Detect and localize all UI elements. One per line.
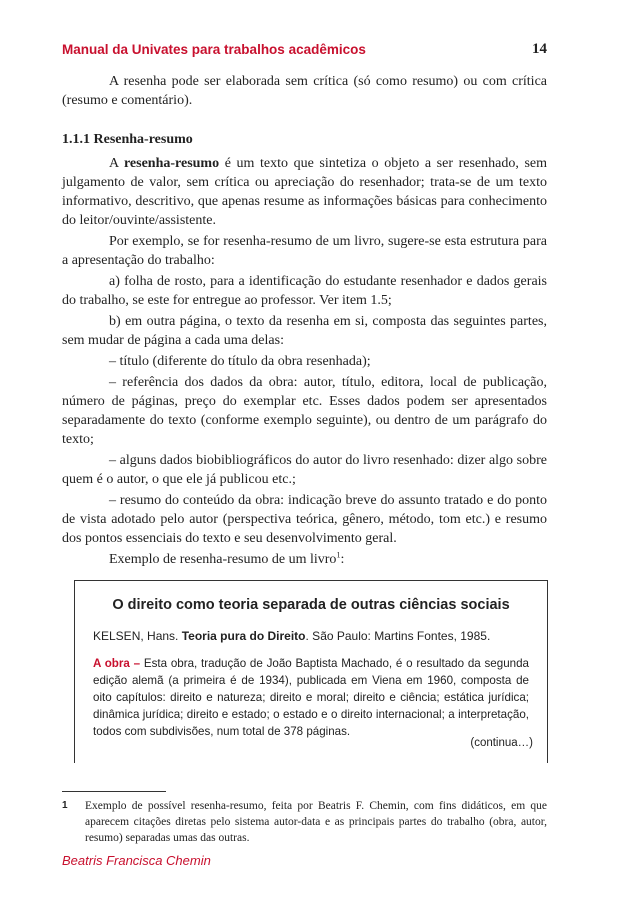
footnote-mark: 1 [62,800,68,811]
main-content [62,72,547,569]
example-box [74,580,548,763]
obra-text: Esta obra, tradução de João Baptista Machado, é o resultado da segunda edição alemã (a primeira é de 1934), publicada em Viena em 1960, composta de oito capítulos: direito e natureza; direito e moral; direito e ciência; estática jurídica; dinâmica jurídica; direito e estado; o estado e o direito internacional; a interpretação, todos com subdivisões, num total de 378 páginas. [93,657,529,738]
intro-paragraph: A resenha pode ser elaborada sem crítica (só como resumo) ou com crítica (resumo e comentário). [62,74,547,108]
definition-prefix: A [109,156,124,171]
document-title: Manual da Univates para trabalhos acadêmicos [62,42,366,57]
definition-paragraph [62,154,547,230]
list-item-summary: – resumo do conteúdo da obra: indicação breve do assunto tratado e do ponto de vista adotado pelo autor (perspectiva teórica, gênero, método, tom etc.) e resumo dos pontos essenciais do texto e seu desenvolvimento geral. [62,493,547,546]
definition-term: resenha-resumo [123,156,220,171]
example-intro-paragraph [62,550,547,569]
list-item-title: – título (diferente do título da obra resenhada); [109,354,371,369]
page-number: 14 [532,41,547,57]
example-intro-colon: : [340,552,345,567]
footnote-divider [62,791,166,792]
citation-publisher: . São Paulo: Martins Fontes, 1985. [305,629,491,643]
list-item-b: b) em outra página, o texto da resenha em si, composta das seguintes partes, sem mudar de página a cada uma delas: [62,314,547,348]
example-citation [93,629,529,643]
citation-book-title: Teoria pura do Direito [181,629,306,643]
footnote-text: Exemplo de possível resenha-resumo, feita por Beatris F. Chemin, com fins didáticos, em que aparecem citações diretas pelo sistema autor-data e as principais partes do trabalho (obra, autor, resumo) separadas umas das outras. [85,800,547,844]
example-intro-text: Exemplo de resenha-resumo de um livro [109,552,337,567]
example-title: O direito como teoria separada de outras ciências sociais [112,597,510,613]
continued-note: (continua…) [470,737,533,749]
list-item-reference: – referência dos dados da obra: autor, título, editora, local de publicação, número de páginas, preço do exemplar etc. Esses dados podem ser apresentados separadamente do texto (conforme exemplo seguinte), ou dentro de um parágrafo do texto; [62,375,547,447]
page-header [62,42,547,64]
obra-label: A obra – [93,657,141,670]
list-item-biobibliographic: – alguns dados biobibliográficos do autor do livro resenhado: dizer algo sobre quem é o autor, o que ele já publicou etc.; [62,453,547,487]
page-footer-author: Beatris Francisca Chemin [62,853,211,868]
structure-paragraph: Por exemplo, se for resenha-resumo de um livro, sugere-se esta estrutura para a apresentação do trabalho: [62,234,547,268]
footnote-reference[interactable]: 1 [336,550,341,560]
section-heading: 1.1.1 Resenha-resumo [62,132,193,147]
definition-text: é um texto que sintetiza o objeto a ser resenhado, sem julgamento de valor, sem crítica ou apreciação do resenhador; trata-se de um texto informativo, descritivo, que apenas resume as informações básicas para conhecimento do leitor/ouvinte/assistente. [62,156,548,228]
list-item-a: a) folha de rosto, para a identificação do estudante resenhador e dados gerais do trabalho, se este for entregue ao professor. Ver item 1.5; [62,274,547,308]
citation-author: KELSEN, Hans. [93,629,182,643]
example-body [93,655,529,740]
footnote [62,798,547,846]
